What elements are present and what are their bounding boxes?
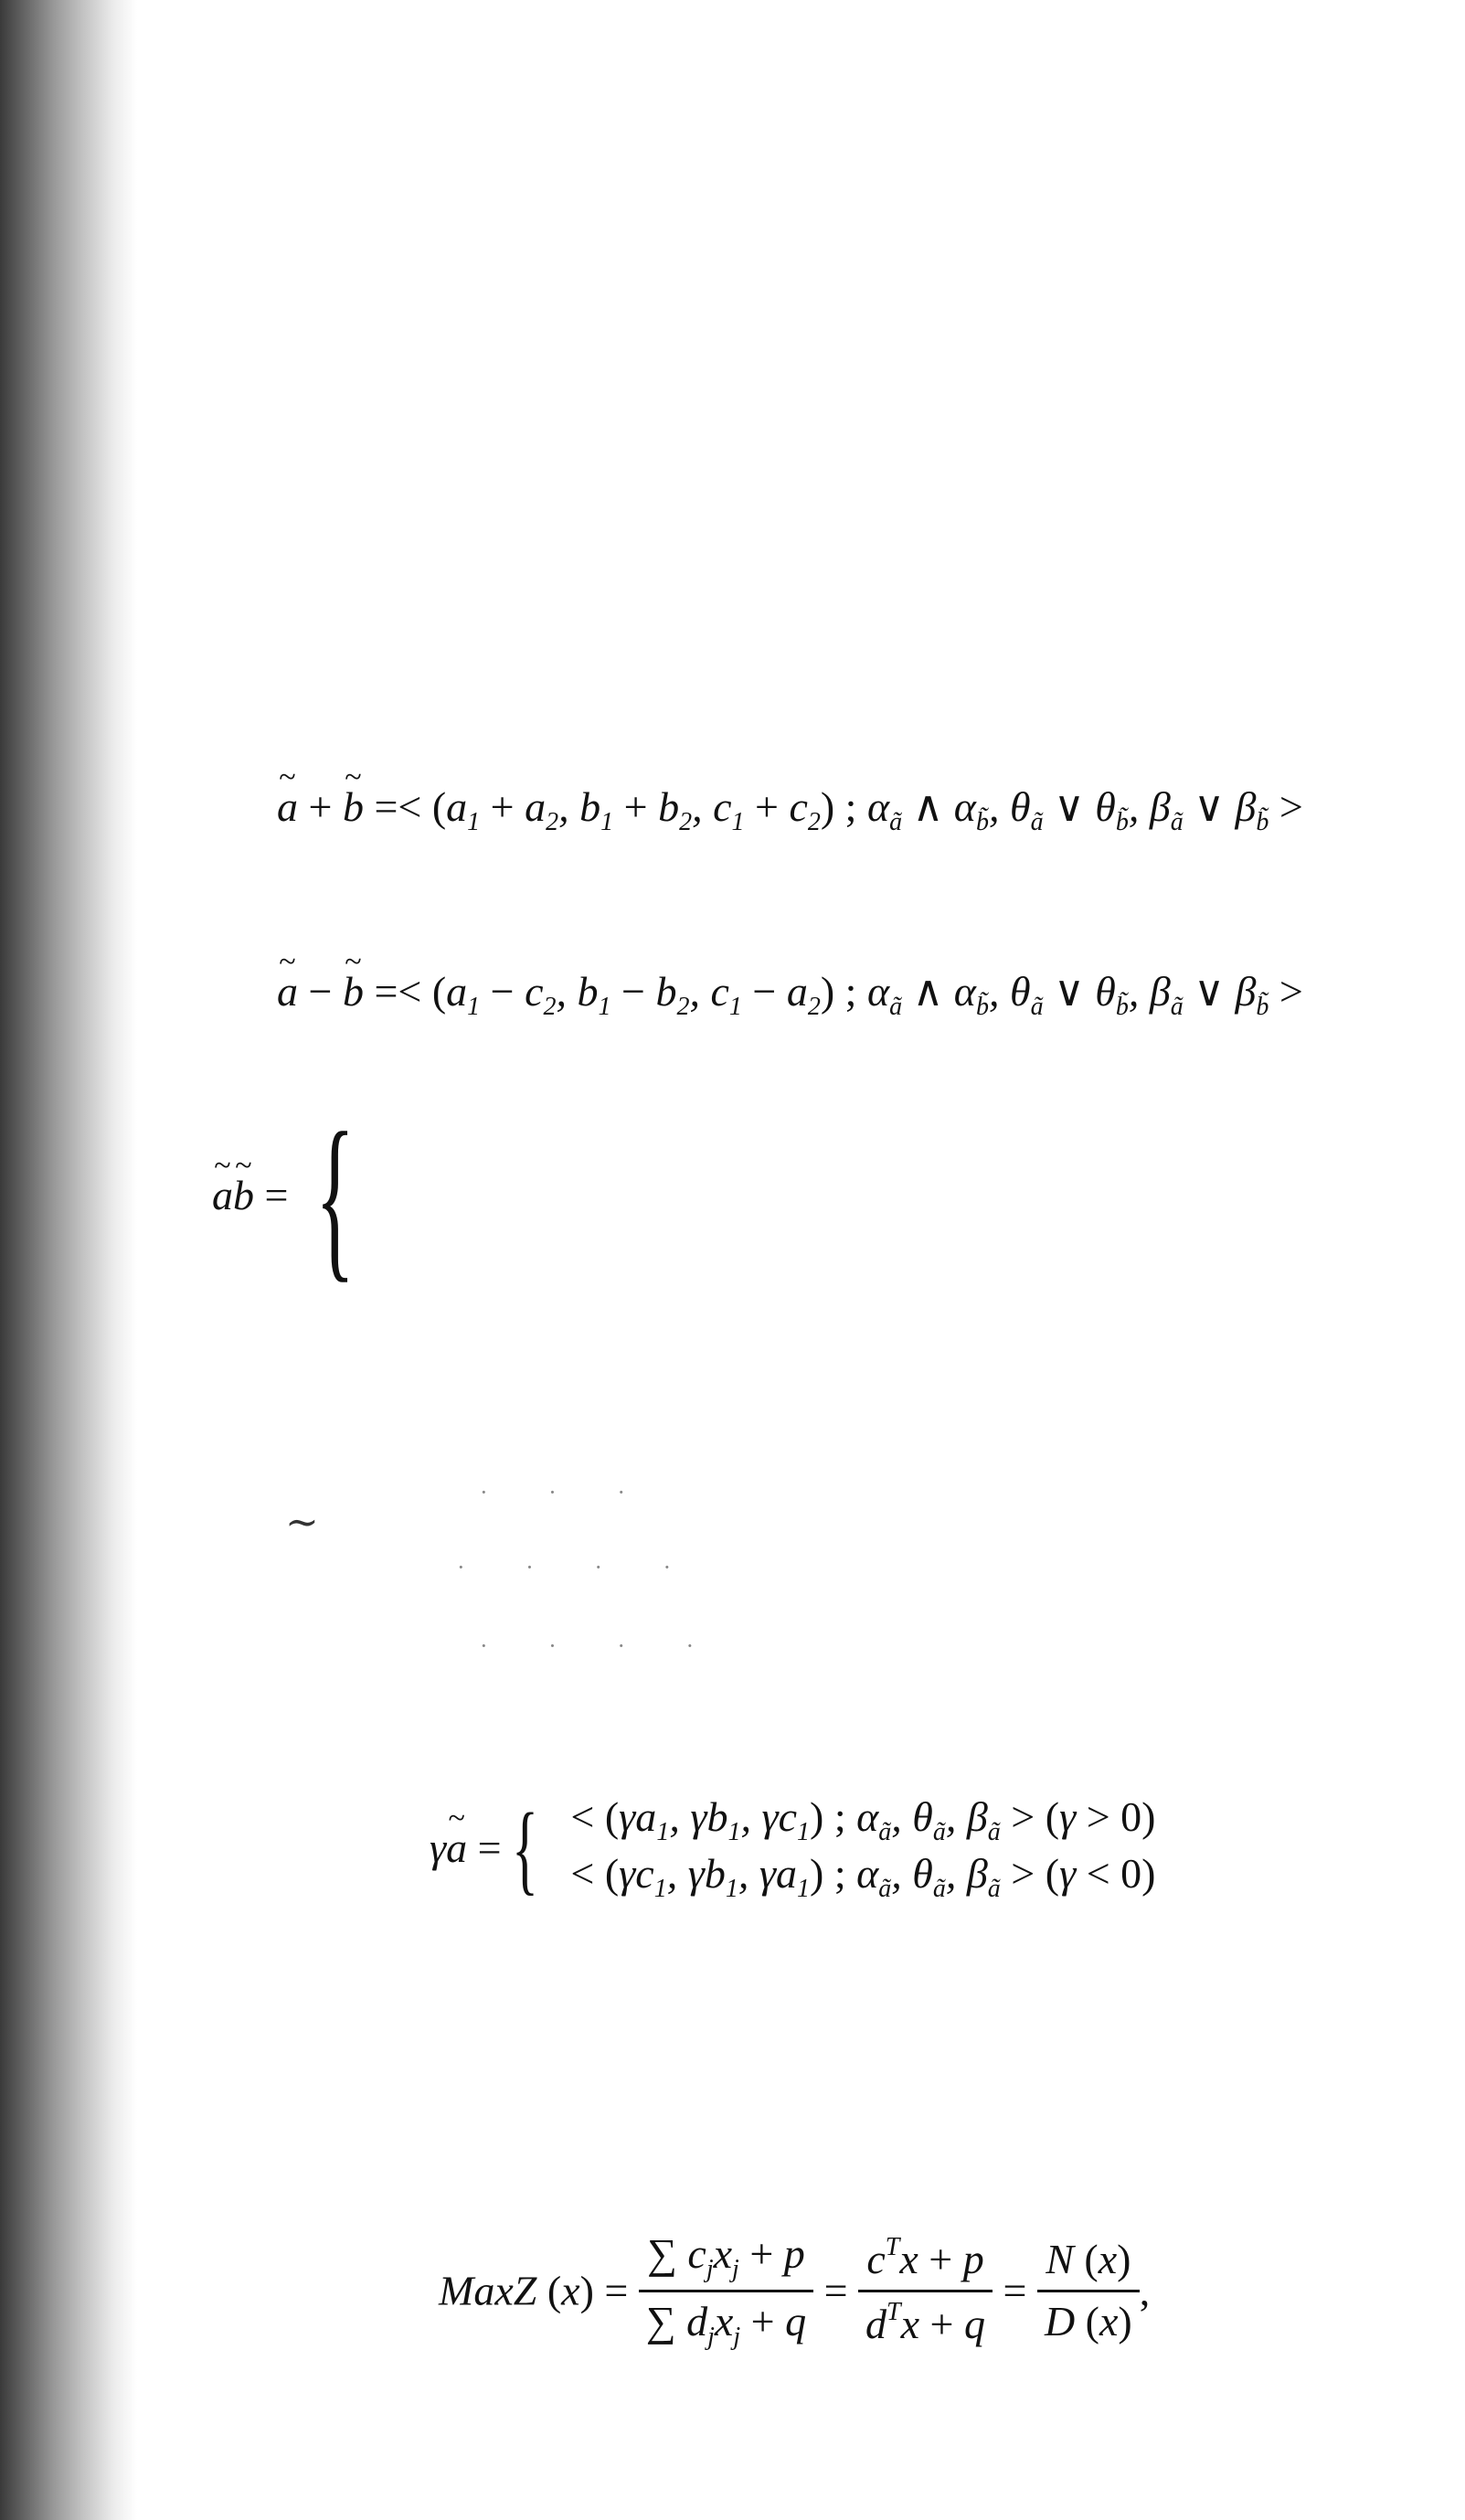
equation-subtraction: ~ a − ~ $b =< (a_1 - c_2$, $b_1 - b_2$, $c_1 - a_2$) ; $\alpha_ã$ ∧ $\alpha_{b̃}$, $\theta_ã$ ∨ $\theta_{b̃}$, $\beta_ã$ ∨ $\beta_{b̃}$ > [277, 971, 1303, 1020]
page-gutter-shadow [0, 0, 137, 2520]
equation-product: ~ a~ b = [212, 1175, 288, 1217]
faint-dots-row-2: · · · · [457, 1554, 699, 1580]
a-tilde: ~ a [277, 971, 298, 1013]
fraction-sum: $\frac{\sum c_jx_j + p}{\sum d_jx_j + q}$ [639, 2230, 813, 2352]
b-tilde: ~ b [343, 786, 364, 828]
scalar-cases: < ($\gamma a_1$, $\gamma b_1$, $\gamma c_1$) ; $\alpha_ã$, $\theta_ã$, $\beta_ã > (\gamma > 0)$ < ($\gamma c_1$, $\gamma b_1$, $\gamma a_1$) ; $\alpha_ã$, $\theta_ã$, $\beta_ã > (\gamma < 0)$ [570, 1793, 1156, 1903]
equation-scalar: γ~ a = { < ($\gamma a_1$, $\gamma b_1$, $\gamma c_1$) ; $\alpha_ã$, $\theta_ã$, $\beta_ã > (\gamma > 0)$ < ($\gamma c_1$, $\gamma b_1$, $\gamma a_1$) ; $\alpha_ã$, $\theta_ã$, $\beta_ã > (\gamma < 0)$ [430, 1792, 1155, 1904]
a-tilde: ~ a [277, 786, 298, 828]
a-tilde: ~ a [212, 1175, 233, 1217]
fraction-nd: $\frac{N (x)}{D (x)}$ [1037, 2236, 1140, 2346]
b-tilde: ~ b [233, 1175, 254, 1217]
faint-dots-row-1: · · · [480, 1479, 653, 1505]
faint-dots-row-3: · · · · [480, 1632, 722, 1659]
product-brace: { [315, 1096, 356, 1298]
a-tilde: ~ a [446, 1827, 467, 1869]
stray-tilde-mark: ∼ [285, 1500, 319, 1545]
fraction-vector: $\frac{c^Tx + p}{d^Tx + q}$ [858, 2233, 993, 2349]
b-tilde: ~ b [343, 971, 364, 1013]
equation-addition: ~ a + ~ $b =< (a_1 + a_2$, $b_1 + b_2$, $c_1 + c_2$) ; $\alpha_ã$ ∧ $\alpha_{b̃}$, $\theta_ã$ ∨ $\theta_{b̃}$, $\beta_ã$ ∨ $\beta_{b̃}$ > [277, 786, 1303, 835]
equation-objective: MaxZ (x) = $\frac{\sum c_jx_j + p}{\sum d_jx_j + q}$ = $\frac{c^Tx + p}{d^Tx + q}$ = $\frac{N (x)}{D (x)}$ , [439, 2230, 1151, 2352]
